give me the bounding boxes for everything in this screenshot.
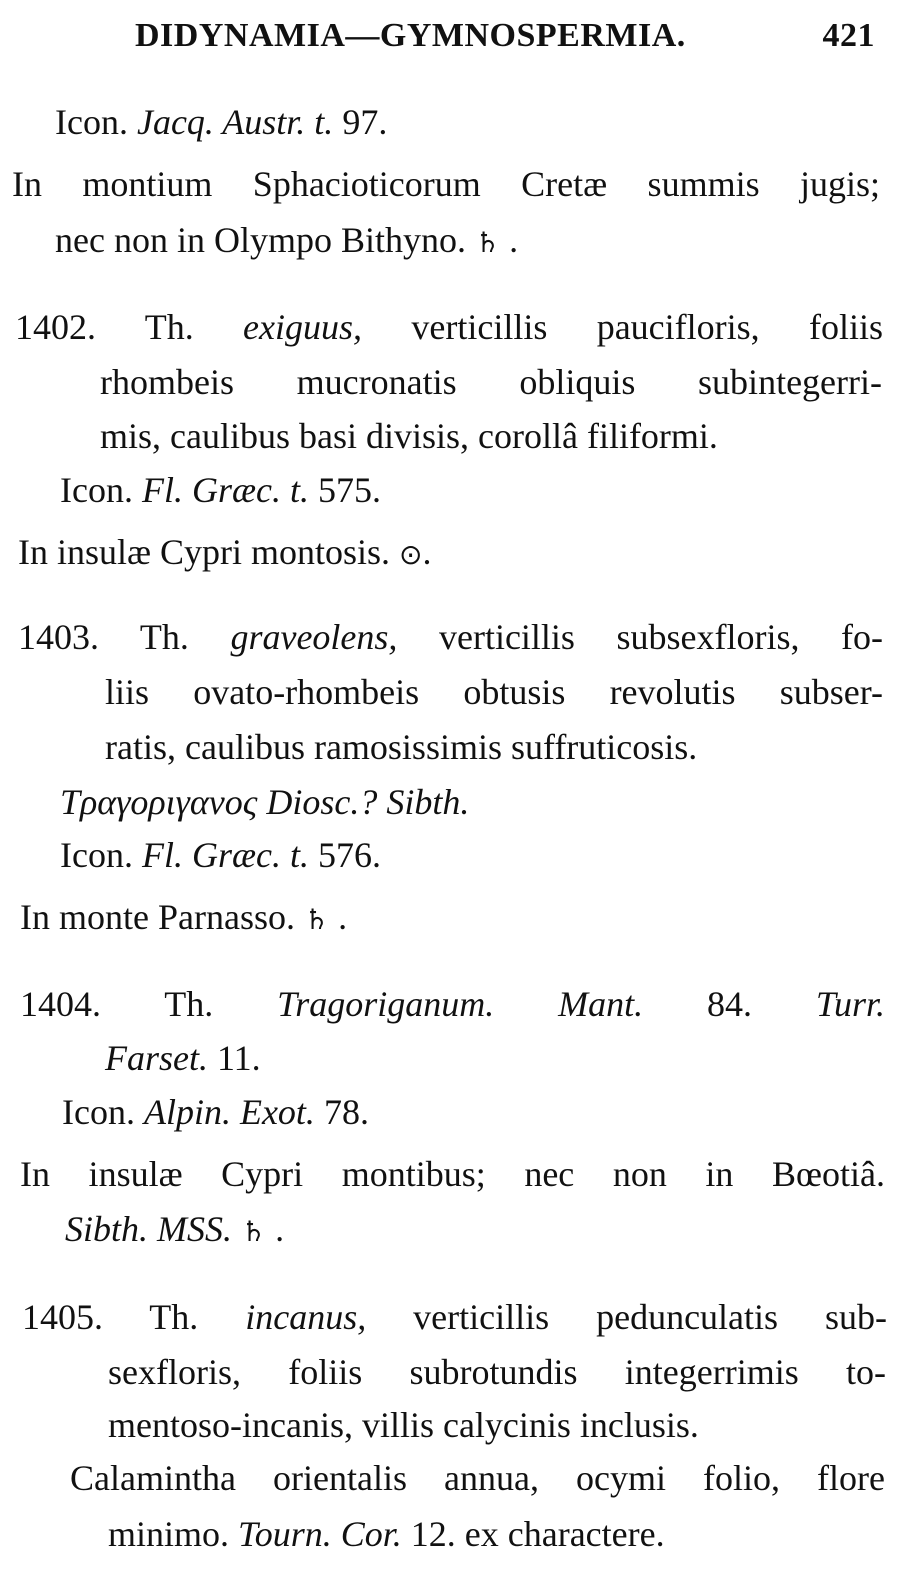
text-run: 1405. Th. — [22, 1297, 246, 1337]
italic-text: Turr. — [815, 984, 885, 1024]
text-line — [12, 162, 880, 206]
symbol-glyph: ⊙ — [399, 538, 423, 571]
text-line — [18, 615, 883, 659]
italic-text: Farset. — [105, 1038, 208, 1078]
text-run: . — [266, 1209, 285, 1249]
text-line — [108, 1403, 699, 1447]
text-run: verticillis subsexfloris, fo- — [397, 617, 884, 657]
text-run: 576. — [308, 835, 381, 875]
text-run: Icon. — [60, 835, 142, 875]
text-run: Calamintha orientalis annua, ocymi folio, flore — [70, 1458, 885, 1498]
text-line — [100, 360, 882, 404]
text-run: 11. — [208, 1038, 261, 1078]
text-run: ratis, caulibus ramosissimis suffruticosis. — [105, 727, 698, 767]
text-line — [65, 1207, 284, 1254]
text-line — [15, 305, 883, 349]
text-line — [22, 1295, 887, 1339]
italic-text: graveolens, — [230, 617, 398, 657]
italic-text: Tragoriganum. Mant. — [277, 984, 644, 1024]
text-run: In insulæ Cypri montibus; nec non in Bœotiâ. — [20, 1154, 885, 1194]
text-line — [105, 670, 883, 714]
text-run: minimo. — [108, 1514, 239, 1554]
text-line — [60, 468, 381, 512]
text-run: 84. — [643, 984, 816, 1024]
italic-text: exiguus, — [243, 307, 363, 347]
text-run: . — [329, 897, 348, 937]
symbol-glyph: ♄ — [303, 903, 330, 936]
text-line — [105, 725, 697, 769]
text-run: 97. — [333, 102, 388, 142]
italic-text: Jacq. Austr. t. — [136, 102, 334, 142]
text-line — [55, 218, 518, 265]
text-run: rhombeis mucronatis obliquis subintegerri- — [100, 362, 882, 402]
text-run: . — [500, 220, 519, 260]
text-run: 12. ex charactere. — [401, 1514, 665, 1554]
text-run: 575. — [308, 470, 381, 510]
italic-text: Diosc.? Sibth. — [266, 782, 470, 822]
text-run: liis ovato-rhombeis obtusis revolutis subser- — [105, 672, 883, 712]
text-run: verticillis paucifloris, foliis — [362, 307, 883, 347]
text-run: In monte Parnasso. — [20, 897, 304, 937]
text-run: Icon. — [62, 1092, 144, 1132]
text-run: mis, caulibus basi divisis, corollâ filiformi. — [100, 416, 718, 456]
italic-text: Tourn. Cor. — [238, 1514, 402, 1554]
running-header — [135, 14, 875, 58]
italic-text: Τραγοριγανος — [60, 782, 267, 822]
text-run: . — [422, 532, 432, 572]
text-run: verticillis pedunculatis sub- — [366, 1297, 887, 1337]
text-line — [60, 833, 381, 877]
symbol-glyph: ♄ — [241, 1215, 267, 1248]
text-run: Icon. — [55, 102, 137, 142]
italic-text: Fl. Græc. t. — [141, 835, 309, 875]
text-run: 1403. Th. — [18, 617, 231, 657]
text-line — [70, 1456, 885, 1500]
text-run: 78. — [314, 1092, 369, 1132]
text-line — [108, 1512, 665, 1556]
text-run: mentoso-incanis, villis calycinis inclusis. — [108, 1405, 699, 1445]
text-line — [100, 414, 718, 458]
text-run: nec non in Olympo Bithyno. — [55, 220, 475, 260]
text-run: In montium Sphacioticorum Cretæ summis jugis; — [12, 164, 880, 204]
text-line — [20, 895, 347, 942]
text-line — [62, 1090, 369, 1134]
italic-text: Fl. Græc. t. — [141, 470, 309, 510]
text-line — [105, 1036, 261, 1080]
text-run: Icon. — [60, 470, 142, 510]
text-run — [232, 1209, 241, 1249]
italic-text: incanus, — [245, 1297, 367, 1337]
italic-text: Alpin. Exot. — [143, 1092, 315, 1132]
text-run: 1404. Th. — [20, 984, 278, 1024]
text-line — [60, 780, 469, 824]
text-run: sexfloris, foliis subrotundis integerrimis to- — [108, 1352, 886, 1392]
page-number: 421 — [822, 17, 875, 54]
text-run: In insulæ Cypri montosis. — [18, 532, 400, 572]
text-line — [55, 100, 387, 144]
text-line — [20, 982, 885, 1026]
symbol-glyph: ♄ — [474, 226, 501, 259]
running-title: DIDYNAMIA—GYMNOSPERMIA. — [135, 17, 686, 54]
text-line — [18, 530, 432, 577]
text-run: 1402. Th. — [15, 307, 244, 347]
italic-text: Sibth. MSS. — [65, 1209, 232, 1249]
text-line — [108, 1350, 886, 1394]
text-line — [20, 1152, 885, 1196]
